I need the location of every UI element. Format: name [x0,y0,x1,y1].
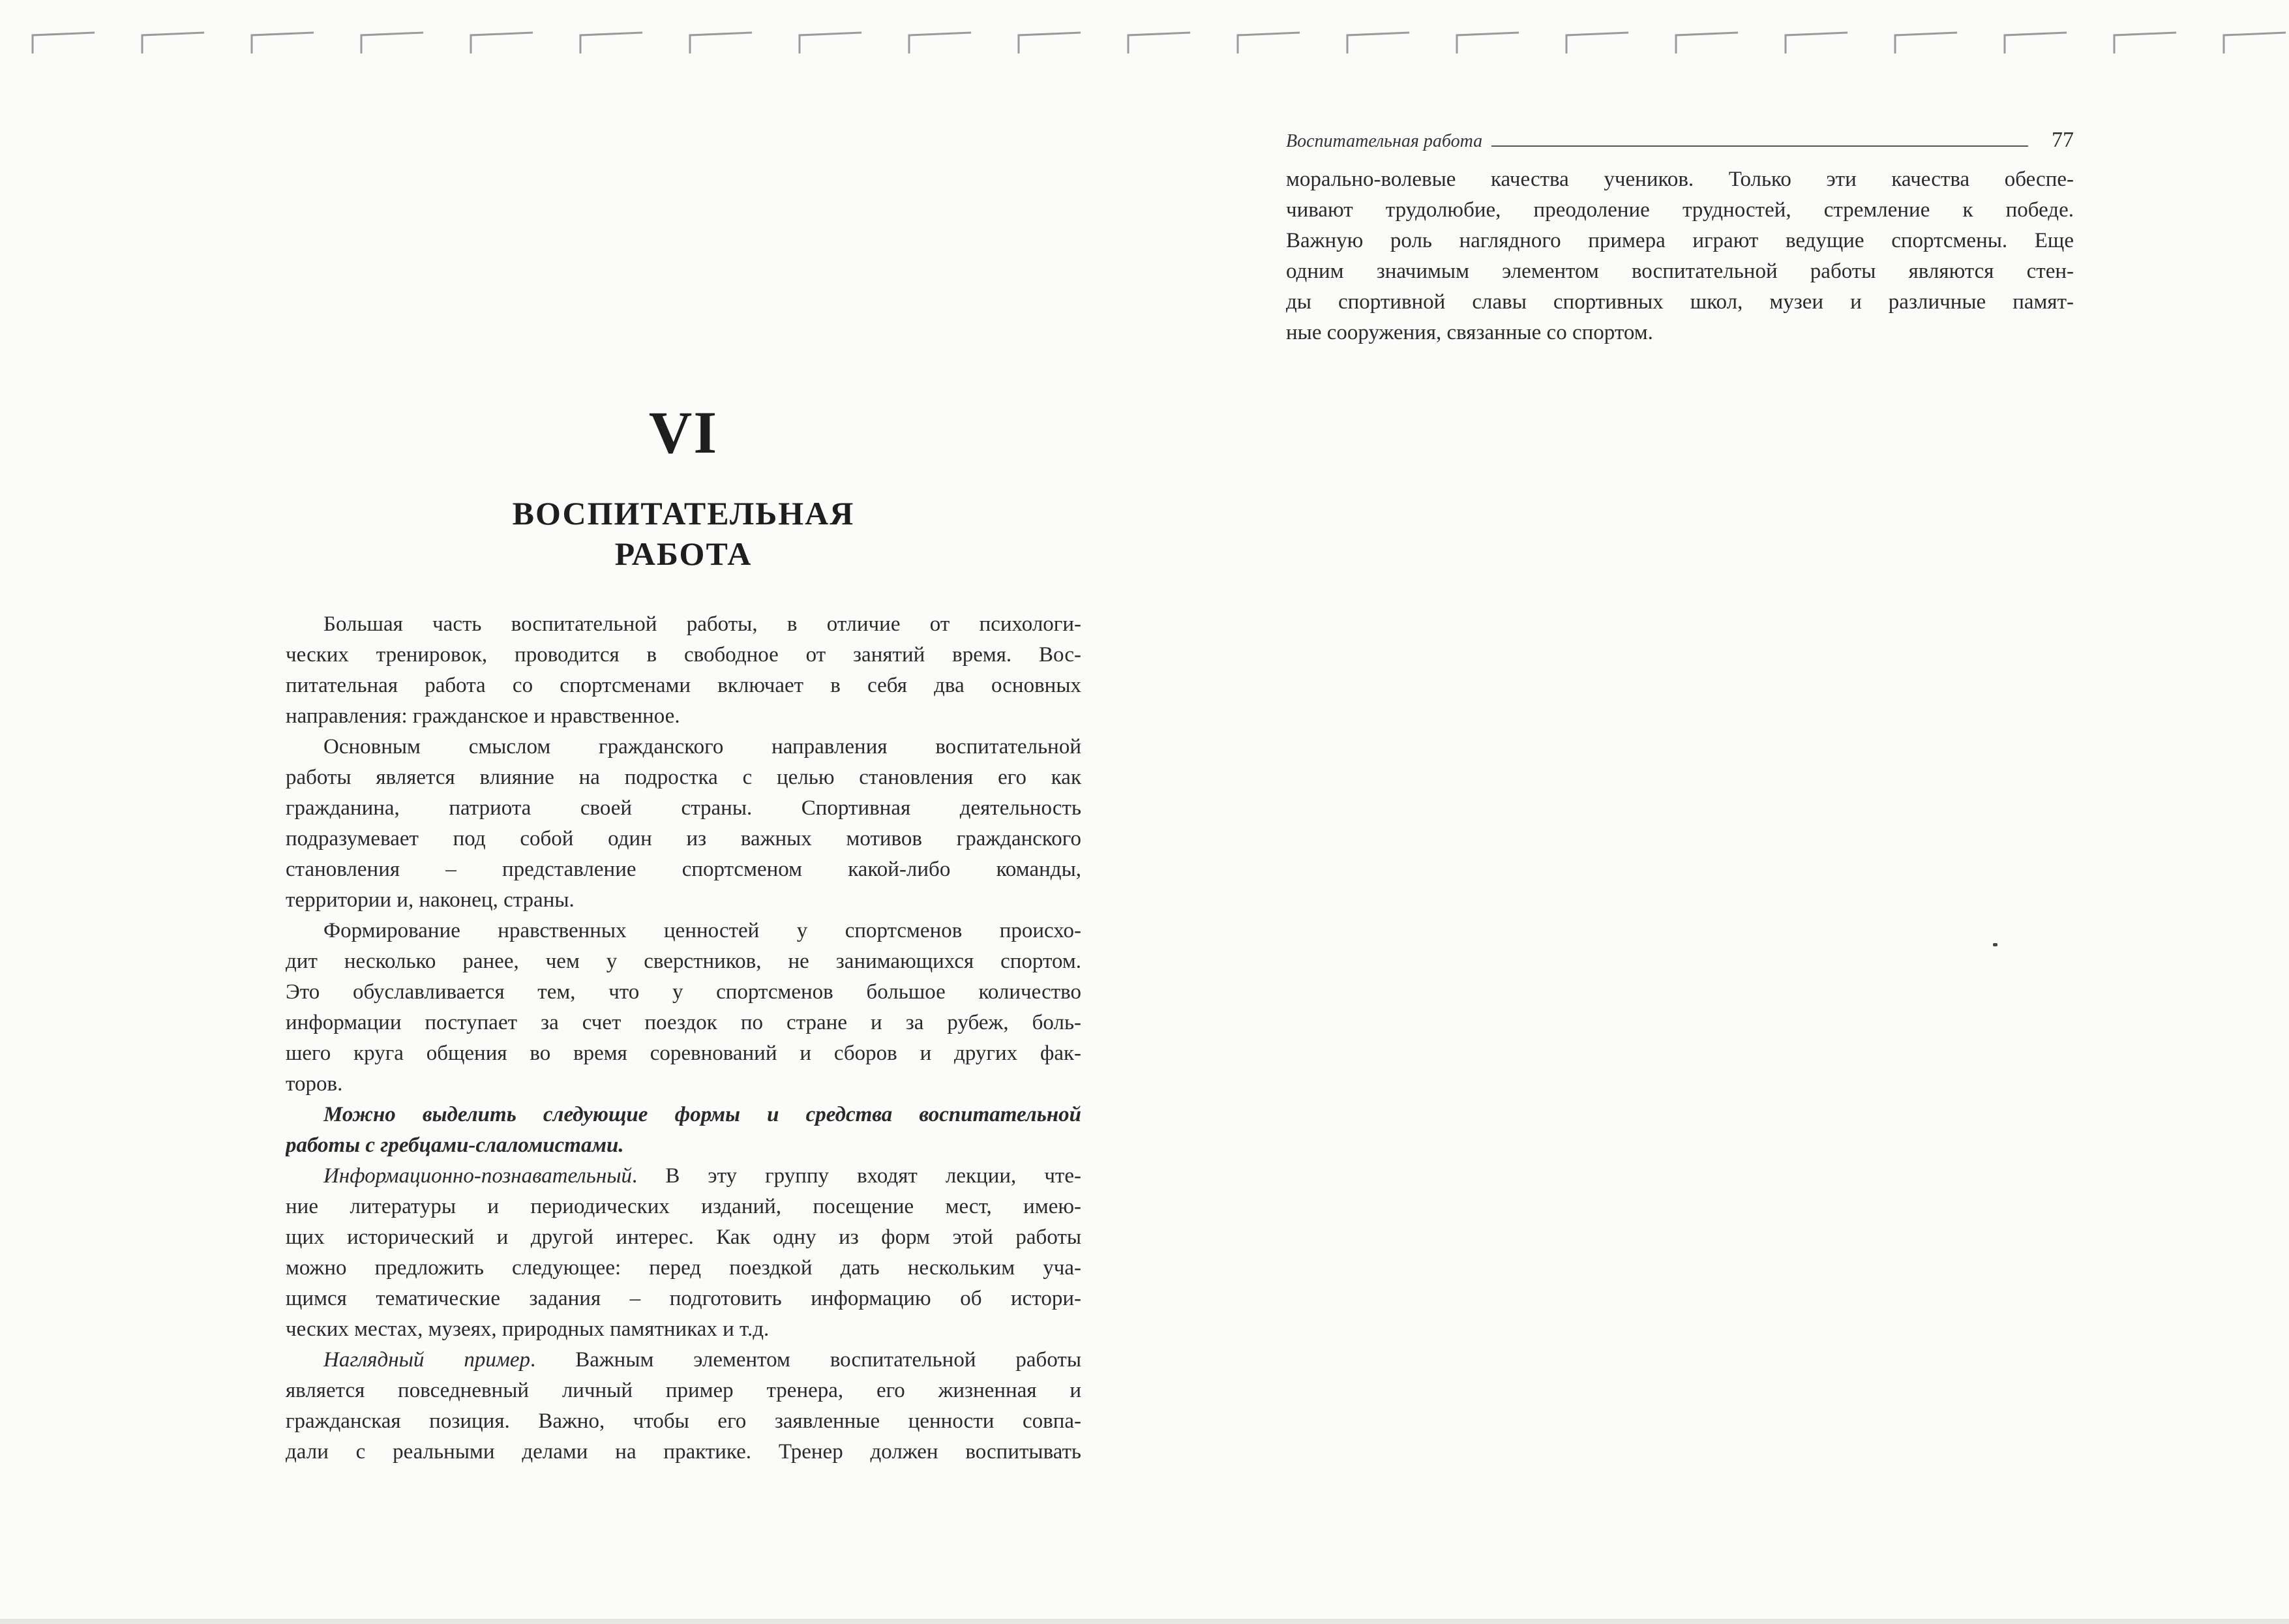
running-head-title: Воспитательная работа [1286,131,1483,151]
body-text [1286,164,2074,348]
page-number: 77 [2052,128,2074,152]
text-line: шего круга общения во время соревнований и сборов и других фак- [286,1042,1081,1065]
binding-mark [252,33,314,53]
text-line: информации поступает за счет поездок по стране и за рубеж, боль- [286,1011,1081,1034]
binding-mark [1895,33,1957,53]
running-head [1286,128,2074,153]
text-line: щимся тематические задания – подготовить информацию об истори- [286,1287,1081,1310]
section-lead-line: работы с гребцами-слаломистами. [286,1134,624,1157]
binding-mark [1347,33,1409,53]
text-line: питательная работа со спортсменами включает в себя два основных [286,674,1081,697]
chapter-title-line: РАБОТА [614,535,753,572]
text-line: Важную роль наглядного примера играют ведущие спортсмены. Еще [1286,229,2074,252]
text-line: ные сооружения, связанные со спортом. [1286,321,1653,344]
scan-speck [1993,943,1997,946]
binding-mark [471,33,533,53]
binding-mark [690,33,752,53]
text-line: ческих местах, музеях, природных памятниках и т.д. [286,1317,770,1341]
text-line: работы является влияние на подростка с целью становления его как [286,766,1081,789]
text-line: чивают трудолюбие, преодоление трудностей, стремление к победе. [1286,198,2074,222]
chapter-number: VI [648,399,719,466]
binding-marks [0,0,2289,72]
text-line: дит несколько ранее, чем у сверстников, не занимающихся спортом. [286,950,1081,973]
binding-mark [1786,33,1848,53]
chapter-title [286,493,1081,574]
binding-mark [1019,33,1081,53]
text-line [286,1161,1081,1192]
text-line: направления: гражданское и нравственное. [286,704,680,728]
text-line: гражданская позиция. Важно, чтобы его заявленные ценности совпа- [286,1409,1081,1433]
binding-mark [580,33,642,53]
text-line [286,1345,1081,1376]
left-page [286,398,1081,1467]
binding-mark [2224,33,2286,53]
text-line: Формирование нравственных ценностей у спортсменов происхо- [323,919,1081,942]
text-line: ние литературы и периодических изданий, посещение мест, имею- [286,1195,1081,1218]
binding-mark [1676,33,1738,53]
text-line: щих исторический и другой интерес. Как одну из форм этой работы [286,1226,1081,1249]
binding-mark [1457,33,1519,53]
text-line: становления – представление спортсменом какой-либо команды, [286,858,1081,881]
text-line: одним значимым элементом воспитательной работы являются стен- [1286,260,2074,283]
text-line: торов. [286,1072,343,1096]
right-page [1286,128,2074,348]
section-lead-line: Можно выделить следующие формы и средства воспитательной [323,1103,1081,1126]
binding-mark [361,33,423,53]
binding-mark [1566,33,1628,53]
text-line: ческих тренировок, проводится в свободное от занятий время. Вос- [286,643,1081,667]
text-fragment: . Важным элементом воспитательной работы [530,1348,1081,1372]
page-bottom-edge [0,1619,2289,1624]
text-line: Большая часть воспитательной работы, в отличие от психологи- [323,612,1081,636]
binding-mark [2114,33,2176,53]
binding-mark [800,33,861,53]
text-line: гражданина, патриота своей страны. Спортивная деятельность [286,796,1081,820]
text-line: подразумевает под собой один из важных мотивов гражданского [286,827,1081,850]
text-line: территории и, наконец, страны. [286,888,575,912]
body-text [286,609,1081,1467]
binding-mark [33,33,95,53]
text-line: дали с реальными делами на практике. Тренер должен воспитывать [286,1440,1081,1464]
text-line: Это обуславливается тем, что у спортсменов большое количество [286,980,1081,1004]
running-head-rule [1491,145,2028,147]
binding-mark [909,33,971,53]
binding-mark [2005,33,2067,53]
chapter-title-line: ВОСПИТАТЕЛЬНАЯ [512,495,855,532]
text-line: является повседневный личный пример тренера, его жизненная и [286,1379,1081,1402]
term-italic: Информационно-познавательный [323,1164,633,1188]
text-line: морально-волевые качества учеников. Только эти качества обеспе- [1286,168,2074,191]
text-line: можно предложить следующее: перед поездкой дать нескольким уча- [286,1256,1081,1280]
text-line: ды спортивной славы спортивных школ, музеи и различные памят- [1286,290,2074,314]
binding-mark [1128,33,1190,53]
binding-mark [1238,33,1300,53]
binding-mark [142,33,204,53]
text-fragment: . В эту группу входят лекции, чте- [632,1164,1081,1188]
term-italic: Наглядный пример [323,1348,531,1372]
text-line: Основным смыслом гражданского направления воспитательной [323,735,1081,759]
